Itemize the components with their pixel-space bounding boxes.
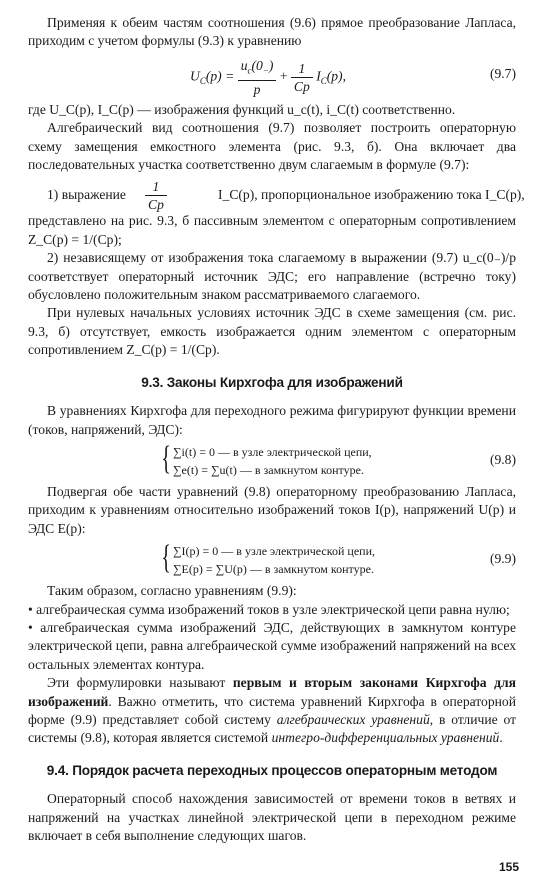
section-heading: 9.3. Законы Кирхгофа для изображений [141, 374, 403, 390]
page-content [28, 14, 525, 845]
brace-symbol: { [161, 539, 172, 577]
equation-number: (9.9) [489, 551, 516, 567]
equation-number: (9.7) [489, 65, 516, 81]
equation-9-7 [28, 53, 516, 101]
equation-system-9-8: { ∑i(t) = 0 — в узле электрической цепи, ∑e(t) = ∑u(t) — в замкнутом контуре. (9.8) [161, 439, 516, 477]
paragraph: Алгебраический вид соотношения (9.7) позволяет построить операторную схему замещения емкостного элемента (рис. 9.3, б). Она включает два последовательных участка соответственно двум слагаемым в формуле (9.7): [28, 120, 516, 173]
fraction: $\frac{1}{Cp}$ [145, 178, 167, 213]
bullet-item: • алгебраическая сумма изображений токов в узле электрической цепи равна нулю; [28, 601, 510, 617]
paragraph: Подвергая обе части уравнений (9.8) операторному преобразованию Лапласа, приходим к уравнениям относительно изображений токов I(p), напряжений U(p) и ЭДС E(p): [28, 483, 516, 536]
equation-number: (9.8) [489, 451, 516, 467]
section-heading: 9.4. Порядок расчета переходных процессов операторным методом [46, 762, 498, 778]
fraction: $\frac{1}{Cp}$ [291, 60, 313, 95]
item-expression: 1) выражение $\frac{1}{Cp}$ I_C(p), пропорциональное изображению тока I_C(p), [47, 179, 525, 213]
paragraph: где U_C(p), I_C(p) — изображения функций u_c(t), i_C(t) соответственно. [28, 101, 456, 117]
page-number: 155 [498, 860, 519, 874]
paragraph: Операторный способ нахождения зависимостей от времени токов в ветвях и напряжений на участках линейной электрической цепи в переходном режиме включает в себя выполнение следующих шагов. [28, 791, 516, 843]
paragraph: Таким образом, согласно уравнениям (9.9): [47, 583, 297, 599]
paragraph: представлено на рис. 9.3, б пассивным элементом с операторным сопротивлением Z_C(p) = 1/(Cp); [28, 213, 516, 247]
fraction: $\frac{u_c(0_-)}{p}$ [238, 57, 277, 98]
paragraph: При нулевых начальных условиях источник ЭДС в схеме замещения (см. рис. 9.3, б) отсутствует, емкость изображается одним элементом с операторным сопротивлением Z_C(p) = 1/(Cp). [28, 305, 516, 358]
paragraph: Применяя к обеим частям соотношения (9.6) прямое преобразование Лапласа, приходим с учетом формулы (9.3) к уравнению [28, 15, 516, 49]
brace-symbol: { [161, 439, 172, 477]
paragraph: 2) независящему от изображения тока слагаемому в выражении (9.7) u_c(0₋)/p соответствует операторный источник ЭДС; его направление (встречно току) обусловлено положительным знаком рассматриваемого слагаемого. [28, 250, 516, 303]
paragraph: В уравнениях Кирхгофа для переходного режима фигурируют функции времени (токов, напряжений, ЭДС): [28, 403, 516, 437]
equation-expression: $U_C(p)$ = $\frac{u_c(0_-)}{p}$ + $\frac{1}{Cp}$ $I_C(p)$, [190, 57, 346, 97]
equation-system-9-9: { ∑I(p) = 0 — в узле электрической цепи, ∑E(p) = ∑U(p) — в замкнутом контуре. (9.9) [161, 539, 516, 577]
paragraph: Эти формулировки называют первым и вторым законами Кирхгофа для изображений. Важно отметить, что система уравнений Кирхгофа в операторной форме (9.9) представляет собой систему алгебраических уравнений, в отличие от системы (9.8), которая является системой интегро-дифференциальных уравнений. [28, 675, 517, 746]
bullet-item: • алгебраическая сумма изображений ЭДС, действующих в замкнутом контуре электрической цепи, равна алгебраической сумме изображений напряжений на всех остальных элементах контура. [28, 619, 516, 672]
